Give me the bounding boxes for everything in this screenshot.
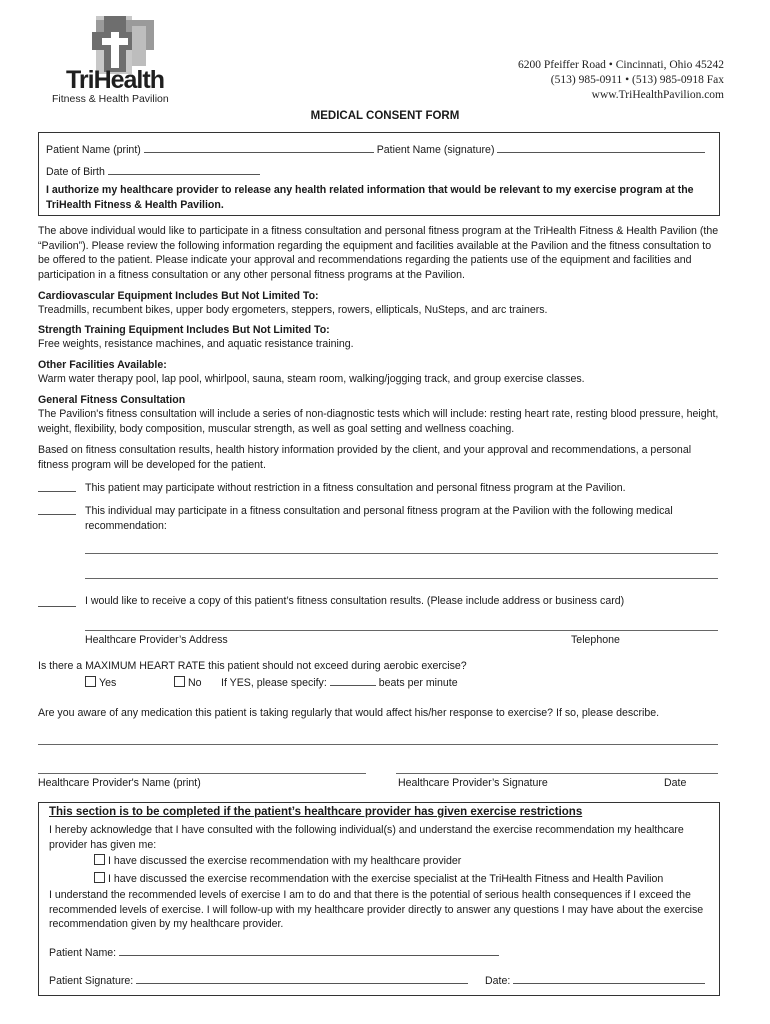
dob-label: Date of Birth <box>46 166 105 178</box>
consult-text: The Pavilion's fitness consultation will include a series of non-diagnostic tests which will include: resting heart rate, resting blood pressure, height, weight, flexibility, body composition, muscular strength, as well as goal setting and wellness coaching. <box>38 408 719 435</box>
provider-checkbox[interactable] <box>94 854 105 865</box>
facilities-text: Warm water therapy pool, lap pool, whirlpool, sauna, steam room, walking/jogging track, and group exercise classes. <box>38 373 585 385</box>
facilities-heading: Other Facilities Available: <box>38 359 167 371</box>
bpm-label: beats per minute <box>378 677 458 689</box>
understand-text: I understand the recommended levels of exercise I am to do and that there is the potential of serious health consequences if I exceed the recommended levels of exercise. I will follow-up with my healthcare provider directly to answer any questions I may have about the exercise recommendation given by my healthcare provider. <box>49 889 704 930</box>
option2-text: This individual may participate in a fitness consultation and personal fitness program at the Pavilion with the following medical recommendation: <box>85 505 673 532</box>
provider-date-label: Date <box>664 777 687 789</box>
recommendation-line-2[interactable] <box>85 578 718 579</box>
restriction-date-field[interactable] <box>513 983 705 984</box>
hr-no-option[interactable] <box>174 676 202 691</box>
contact-block <box>518 58 724 103</box>
no-label: No <box>188 677 202 689</box>
authorization-text: I authorize my healthcare provider to release any health related information that would be relevant to my exercise program at the TriHealth Fitness & Health Pavilion. <box>46 184 694 211</box>
restriction-check-specialist[interactable] <box>94 872 663 887</box>
patient-name-label: Patient Name: <box>49 947 117 959</box>
no-checkbox[interactable] <box>174 676 185 687</box>
hr-yes-option[interactable] <box>85 676 116 691</box>
option3-text: I would like to receive a copy of this patient’s fitness consultation results. (Please include address or business card) <box>85 595 625 607</box>
consult-heading: General Fitness Consultation <box>38 394 186 406</box>
cardio-text: Treadmills, recumbent bikes, upper body ergometers, steppers, rowers, ellipticals, NuSteps, and arc trainers. <box>38 304 548 316</box>
medication-line[interactable] <box>38 744 718 745</box>
acknowledge-text: I hereby acknowledge that I have consulted with the following individual(s) and understand the exercise recommendation my healthcare provider has given me: <box>49 824 684 851</box>
patient-name-signature-label: Patient Name (signature) <box>376 144 495 156</box>
based-on-text: Based on fitness consultation results, health history information provided by the client, and your approval and recommendations, a personal fitness program will be developed for the patient. <box>38 444 692 471</box>
phone-line: (513) 985-0911 • (513) 985-0918 Fax <box>550 74 724 86</box>
provider-address-line[interactable] <box>85 630 718 631</box>
patient-name-print-label: Patient Name (print) <box>46 144 141 156</box>
provider-signature-label: Healthcare Provider’s Signature <box>398 777 548 789</box>
restrictions-box <box>38 802 720 996</box>
yes-checkbox[interactable] <box>85 676 96 687</box>
cardio-heading: Cardiovascular Equipment Includes But Not Limited To: <box>38 290 319 302</box>
yes-label: Yes <box>99 677 117 689</box>
form-title: MEDICAL CONSENT FORM <box>310 110 460 122</box>
check1-label: I have discussed the exercise recommendation with my healthcare provider <box>108 855 462 867</box>
website: www.TriHealthPavilion.com <box>591 89 724 101</box>
medication-question: Are you aware of any medication this patient is taking regularly that would affect his/her response to exercise? If so, please describe. <box>38 707 660 719</box>
restriction-date-label: Date: <box>485 975 511 987</box>
max-hr-question: Is there a MAXIMUM HEART RATE this patient should not exceed during aerobic exercise? <box>38 660 467 672</box>
provider-name-label: Healthcare Provider's Name (print) <box>38 777 201 789</box>
provider-address-label: Healthcare Provider’s Address <box>85 634 228 646</box>
dob-field[interactable] <box>108 174 260 175</box>
patient-signature-label: Patient Signature: <box>49 975 134 987</box>
intro-paragraph: The above individual would like to participate in a fitness consultation and personal fitness program at the TriHealth Fitness & Health Pavilion (the “Pavilion”). Please review the following information regarding the equipment and facilities available at the Pavilion and the fitness consultation to be offered to the patient. Please indicate your approval and recommendations regarding the patients use of the equipment and facilities and participation in a fitness consultation or any other personal fitness programs at the Pavilion. <box>38 225 719 281</box>
patient-name-print-field[interactable] <box>144 152 374 153</box>
recommendation-line-1[interactable] <box>85 553 718 554</box>
brand-subtitle: Fitness & Health Pavilion <box>52 93 169 105</box>
strength-heading: Strength Training Equipment Includes But Not Limited To: <box>38 324 330 336</box>
option1-text: This patient may participate without restriction in a fitness consultation and personal fitness program at the Pavilion. <box>85 482 626 494</box>
option1-initial-field[interactable] <box>38 481 76 492</box>
patient-name-signature-field[interactable] <box>497 152 705 153</box>
restriction-patient-signature-field[interactable] <box>136 983 468 984</box>
specialist-checkbox[interactable] <box>94 872 105 883</box>
option3-initial-field[interactable] <box>38 596 76 607</box>
patient-info-box <box>38 132 720 216</box>
telephone-label: Telephone <box>571 634 620 646</box>
brand-name: TriHealth <box>66 66 164 94</box>
bpm-field[interactable] <box>330 685 376 686</box>
restrictions-title: This section is to be completed if the patient’s healthcare provider has given exercise restrictions <box>49 806 583 818</box>
provider-signature-line[interactable] <box>396 773 718 774</box>
restriction-check-provider[interactable] <box>94 854 461 869</box>
provider-name-line[interactable] <box>38 773 366 774</box>
specify-label: If YES, please specify: <box>221 677 327 689</box>
option2-initial-field[interactable] <box>38 504 76 515</box>
address-line: 6200 Pfeiffer Road • Cincinnati, Ohio 45242 <box>518 59 724 71</box>
check2-label: I have discussed the exercise recommendation with the exercise specialist at the TriHealth Fitness and Health Pavilion <box>108 873 664 885</box>
restriction-patient-name-field[interactable] <box>119 955 499 956</box>
strength-text: Free weights, resistance machines, and aquatic resistance training. <box>38 338 354 350</box>
